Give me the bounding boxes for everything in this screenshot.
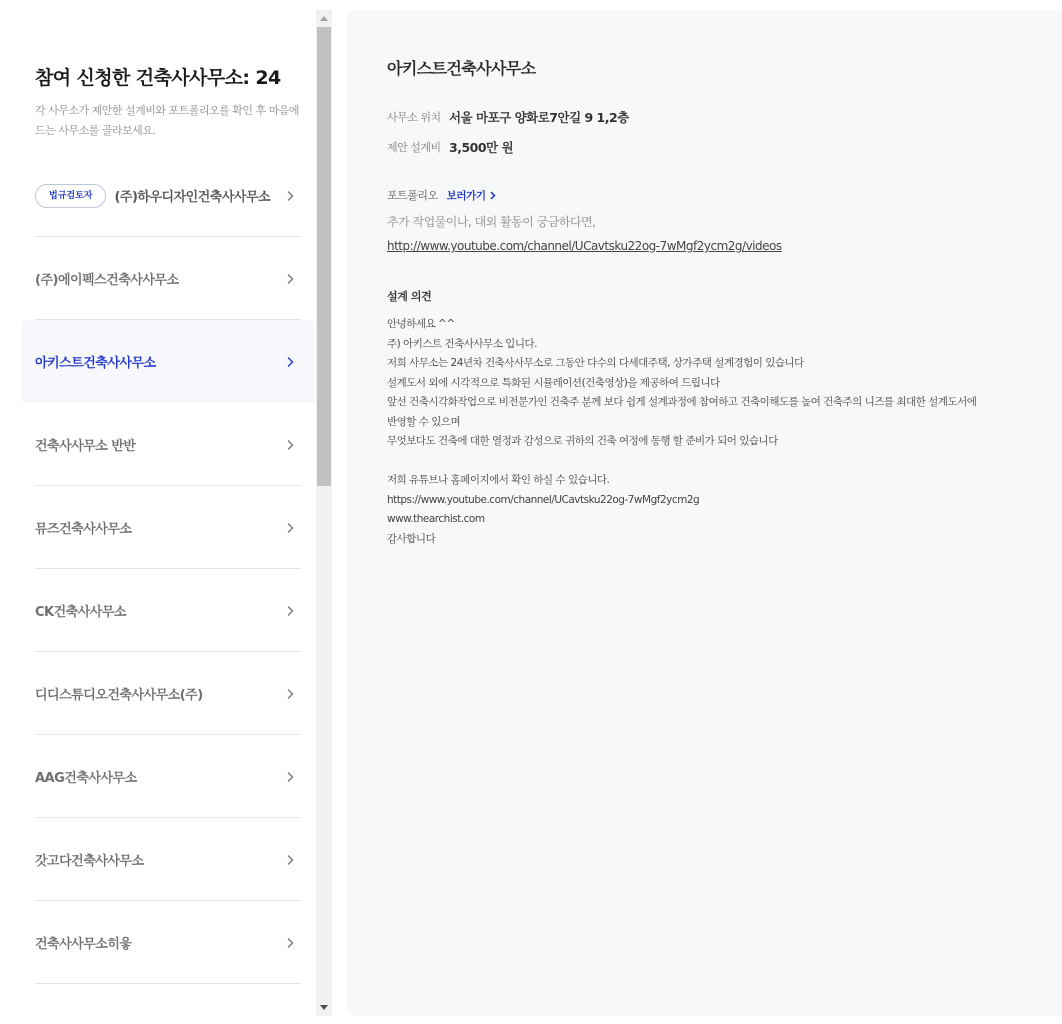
location-label: 사무소 위치	[387, 111, 441, 124]
opinion-line: 무엇보다도 건축에 대한 열정과 감성으로 귀하의 건축 여정에 동행 할 준비가 되어 있습니다	[387, 435, 778, 447]
location-value: 서울 마포구 양화로7안길 9 1,2층	[449, 110, 629, 125]
office-item-apex[interactable]	[0, 237, 316, 320]
location-row	[387, 108, 629, 126]
portfolio-view-label: 보러가기	[446, 189, 486, 202]
office-name: 건축사사무소 반반	[35, 439, 136, 454]
portfolio-row	[387, 187, 497, 203]
office-list	[0, 154, 316, 984]
office-name: 아키스트건축사사무소	[35, 356, 156, 371]
scrollbar-thumb[interactable]	[317, 27, 331, 486]
office-name: CK건축사사무소	[35, 605, 126, 620]
opinion-line: 저희 유튜브나 홈페이지에서 확인 하실 수 있습니다.	[387, 474, 610, 486]
office-item-howdesign[interactable]	[0, 154, 316, 237]
opinion-line: https://www.youtube.com/channel/UCavtsku22og-7wMgf2ycm2g	[387, 493, 700, 506]
chevron-right-icon	[284, 688, 296, 700]
fee-label: 제안 설계비	[387, 141, 441, 154]
portfolio-view-link[interactable]	[447, 188, 497, 203]
law-review-badge: 법규검토자	[35, 184, 106, 208]
office-name: AAG건축사사무소	[35, 771, 137, 786]
opinion-line: 안녕하세요 ^^	[387, 318, 455, 330]
opinion-line: 앞선 건축시각화작업으로 비전문가인 건축주 분께 보다 쉽게 설계과정에 참여하고 건축이해도를 높여 건축주의 니즈를 최대한 설계도서에	[387, 396, 977, 408]
chevron-right-icon	[284, 937, 296, 949]
triangle-up-icon[interactable]	[316, 10, 332, 26]
fee-row	[387, 138, 513, 156]
chevron-right-icon	[489, 191, 497, 200]
chevron-right-icon	[284, 771, 296, 783]
portfolio-label: 포트폴리오	[387, 189, 438, 202]
opinion-line: 저희 사무소는 24년차 건축사사무소로 그동안 다수의 다세대주택, 상가주택 설계경험이 있습니다	[387, 357, 804, 369]
office-item-aag[interactable]	[0, 735, 316, 818]
opinion-line: 감사합니다	[387, 532, 436, 545]
fee-value: 3,500만 원	[449, 140, 514, 155]
chevron-right-icon	[284, 356, 296, 368]
office-name: 뮤즈건축사사무소	[35, 522, 132, 537]
office-item-dd-studio[interactable]	[0, 652, 316, 735]
portfolio-url-link[interactable]: http://www.youtube.com/channel/UCavtsku22og-7wMgf2ycm2g/videos	[387, 239, 782, 253]
portfolio-note: 추가 작업물이나, 대외 활동이 궁금하다면,	[387, 215, 596, 229]
opinion-line: 설계도서 외에 시각적으로 특화된 시뮬레이션(건축영상)을 제공하여 드립니다	[387, 376, 720, 389]
opinion-line: 주) 아키스트 건축사사무소 입니다.	[387, 337, 537, 350]
page-description: 각 사무소가 제안한 설계비와 포트폴리오를 확인 후 마음에 드는 사무소를 골라보세요.	[35, 104, 299, 137]
list-scrollbar[interactable]	[316, 10, 332, 1016]
design-opinion-body	[387, 315, 1027, 549]
chevron-right-icon	[284, 522, 296, 534]
office-item-archist[interactable]	[21, 320, 316, 403]
office-name: 건축사사무소히읗	[35, 937, 132, 952]
office-item-muse[interactable]	[0, 486, 316, 569]
chevron-right-icon	[284, 439, 296, 451]
chevron-right-icon	[284, 605, 296, 617]
office-list-panel	[0, 0, 316, 1024]
office-item-banban[interactable]	[0, 403, 316, 486]
office-item-hieut[interactable]	[0, 901, 316, 984]
opinion-line	[387, 452, 1027, 472]
office-name: 디디스튜디오건축사사무소(주)	[35, 688, 203, 703]
office-item-ck[interactable]	[0, 569, 316, 652]
office-name: (주)에이펙스건축사사무소	[35, 273, 179, 288]
chevron-right-icon	[284, 190, 296, 202]
office-detail-panel	[347, 10, 1062, 1016]
office-name: 갓고다건축사사무소	[35, 854, 144, 869]
office-item-gatgoda[interactable]	[0, 818, 316, 901]
opinion-line: www.thearchist.com	[387, 513, 485, 525]
chevron-right-icon	[284, 273, 296, 285]
office-detail-title: 아키스트건축사사무소	[387, 59, 536, 78]
page-title: 참여 신청한 건축사사무소: 24	[35, 67, 281, 89]
chevron-right-icon	[284, 854, 296, 866]
design-opinion-label: 설계 의견	[387, 290, 432, 303]
opinion-line: 반영할 수 있으며	[387, 415, 461, 428]
office-name: (주)하우디자인건축사사무소	[114, 190, 271, 205]
triangle-down-icon[interactable]	[316, 1000, 332, 1016]
